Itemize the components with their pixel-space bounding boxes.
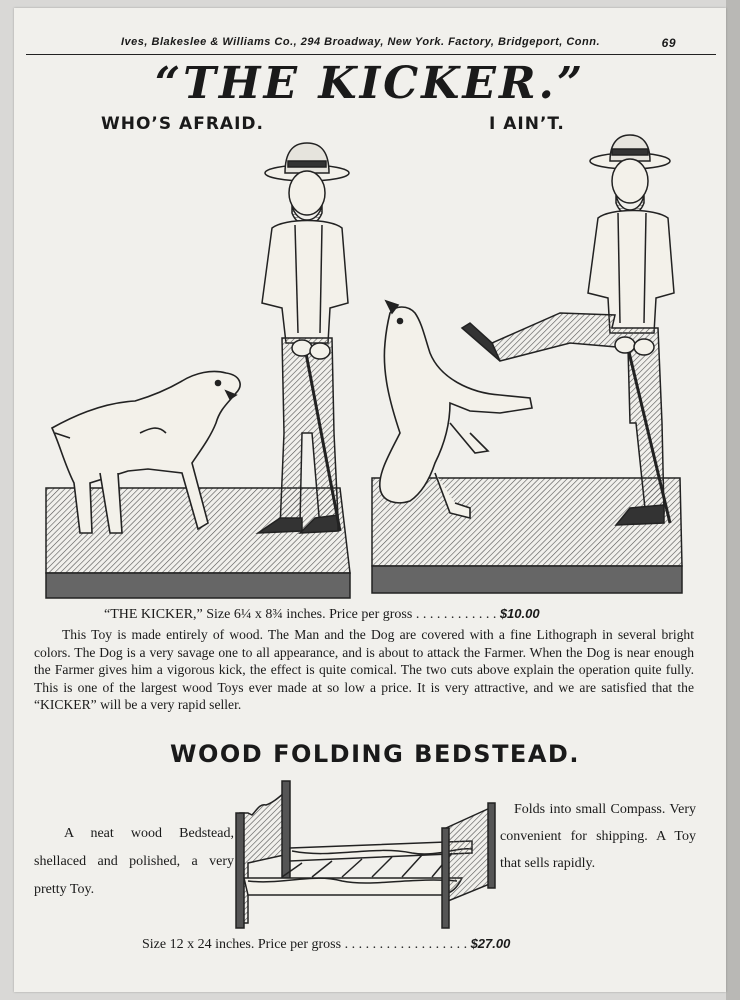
catalog-page xyxy=(14,8,726,992)
bedstead-section-title: WOOD FOLDING BEDSTEAD. xyxy=(170,740,580,768)
folding-bedstead-illustration xyxy=(222,773,504,933)
kicker-price: $10.00 xyxy=(499,606,540,621)
farmer-standing-figure xyxy=(258,143,349,533)
bedstead-price: $27.00 xyxy=(470,936,511,951)
page-title: “THE KICKER.” xyxy=(154,58,586,109)
bedstead-size-and-price-label: Size 12 x 24 inches. Price per gross . . . . . . . . . . . . . . . . . . xyxy=(142,937,468,952)
subtitle-left: WHO’S AFRAID. xyxy=(101,114,264,134)
kicker-description: This Toy is made entirely of wood. The Man and the Dog are covered with a fine Lithograph in several bright colors. The Dog is a very savage one to all appearance, and is about to attack the Farmer. When the Dog is near enough the Farmer gives him a vigorous kick, the effect is quite comical. The two cuts above explain the operation quite fully. This is one of the largest wood Toys ever made at so low a price. It is very attractive, and we are satisfied that the “KICKER” will be a very rapid seller. xyxy=(34,627,694,712)
kicker-toy-illustration xyxy=(30,133,690,603)
running-header xyxy=(26,32,716,55)
header-text: Ives, Blakeslee & Williams Co., 294 Broadway, New York. Factory, Bridgeport, Conn. xyxy=(121,36,601,48)
farmer-kicking-figure xyxy=(462,135,674,525)
right-wooden-base xyxy=(372,478,682,593)
kicker-caption xyxy=(104,606,540,623)
book-spine-edge xyxy=(726,0,740,1000)
bedstead-left-text: A neat wood Bedstead, shellaced and polished, a very pretty Toy. xyxy=(34,826,234,897)
kicker-size-and-price-label: “THE KICKER,” Size 6¼ x 8¾ inches. Price per gross . . . . . . . . . . . . xyxy=(104,607,497,622)
subtitle-right: I AIN’T. xyxy=(489,114,565,134)
bedstead-right-text: Folds into small Compass. Very convenient for shipping. A Toy that sells rapidly. xyxy=(500,802,696,871)
page-number: 69 xyxy=(661,36,676,50)
bedstead-size-line xyxy=(142,936,510,953)
